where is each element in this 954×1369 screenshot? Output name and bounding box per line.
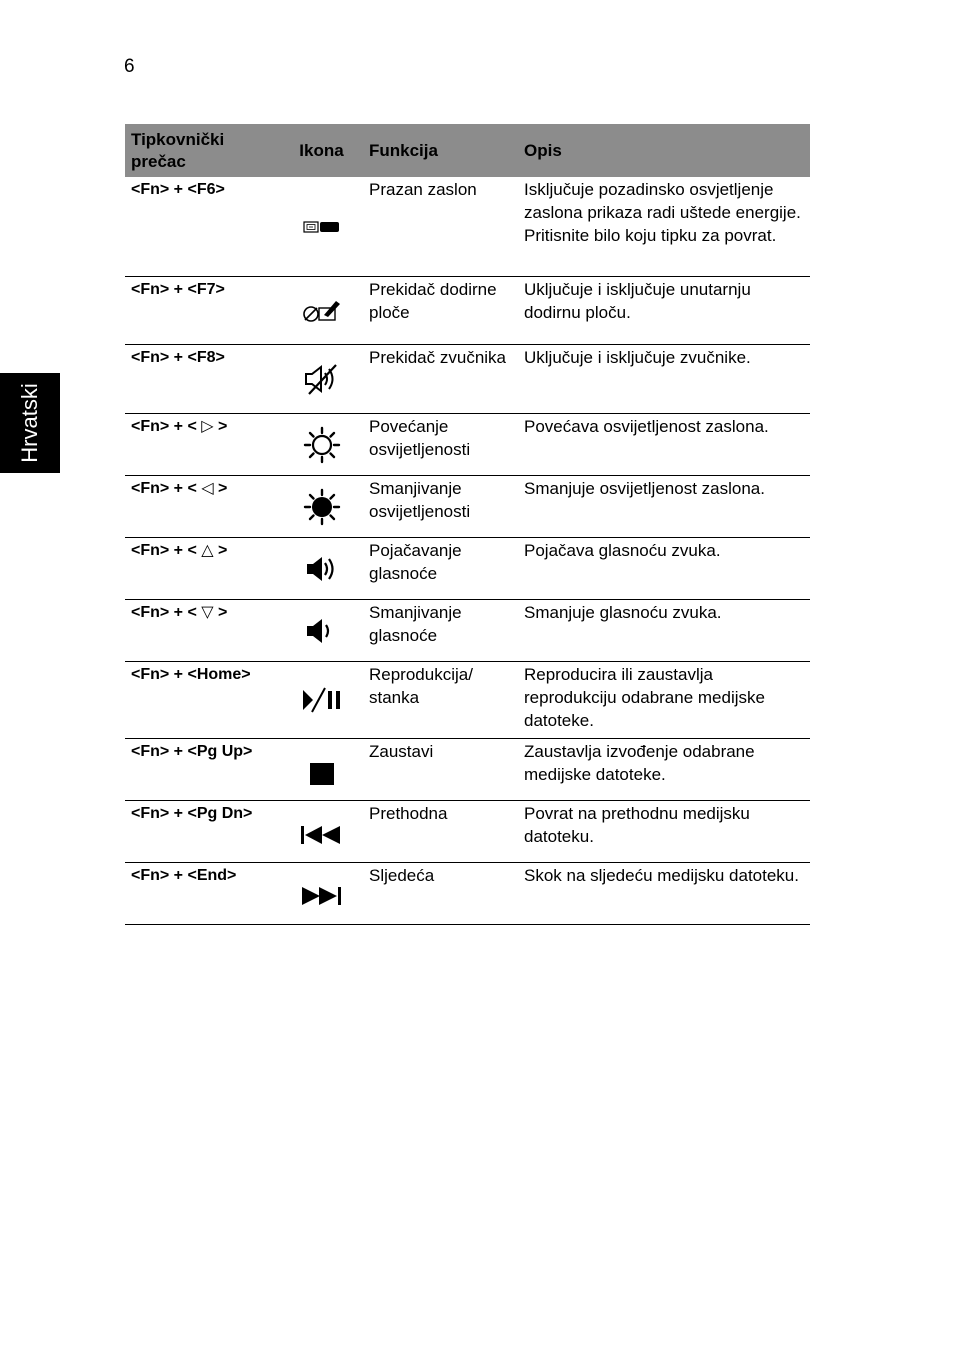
row-description: Povrat na prethodnu medijsku datoteku. bbox=[518, 801, 810, 863]
row-key: <Fn> + <End> bbox=[125, 863, 280, 925]
shortcut-table bbox=[125, 124, 810, 925]
language-side-tab bbox=[0, 373, 60, 473]
speaker-mute-icon bbox=[303, 363, 341, 395]
table-row bbox=[125, 177, 810, 277]
table-row bbox=[125, 414, 810, 476]
row-description: Smanjuje osvijetljenost zaslona. bbox=[518, 476, 810, 538]
previous-track-icon bbox=[300, 824, 344, 846]
row-description: Povećava osvijetljenost zaslona. bbox=[518, 414, 810, 476]
row-description: Pojačava glasnoću zvuka. bbox=[518, 538, 810, 600]
table-header-row bbox=[125, 124, 810, 177]
row-key: <Fn> + <F6> bbox=[125, 177, 280, 277]
row-key: <Fn> + < ▷ > bbox=[125, 414, 280, 476]
row-function: Povećanje osvijetljenosti bbox=[363, 414, 518, 476]
stop-icon bbox=[309, 763, 335, 787]
page-number: 6 bbox=[124, 56, 135, 77]
row-function: Prekidač dodirne ploče bbox=[363, 277, 518, 345]
row-description: Uključuje i isključuje unutarnju dodirnu ploču. bbox=[518, 277, 810, 345]
header-function: Funkcija bbox=[363, 124, 518, 177]
row-function: Smanjivanje osvijetljenosti bbox=[363, 476, 518, 538]
row-function: Prekidač zvučnika bbox=[363, 345, 518, 414]
header-shortcut: Tipkovnički prečac bbox=[125, 124, 280, 177]
table-row bbox=[125, 863, 810, 925]
brightness-up-icon bbox=[303, 426, 341, 464]
table-row bbox=[125, 801, 810, 863]
header-description: Opis bbox=[518, 124, 810, 177]
table-row bbox=[125, 600, 810, 662]
table-row bbox=[125, 476, 810, 538]
table-row bbox=[125, 345, 810, 414]
volume-down-icon bbox=[305, 615, 339, 647]
row-key: <Fn> + <F7> bbox=[125, 277, 280, 345]
row-key: <Fn> + <Home> bbox=[125, 662, 280, 739]
row-function: Pojačavanje glasnoće bbox=[363, 538, 518, 600]
row-function: Reprodukcija/ stanka bbox=[363, 662, 518, 739]
table-row bbox=[125, 739, 810, 801]
row-key: <Fn> + < △ > bbox=[125, 538, 280, 600]
side-tab-label: Hrvatski bbox=[17, 383, 42, 463]
row-description: Reproducira ili zaustavlja reprodukciju odabrane medijske datoteke. bbox=[518, 662, 810, 739]
row-description: Smanjuje glasnoću zvuka. bbox=[518, 600, 810, 662]
brightness-down-icon bbox=[303, 488, 341, 526]
row-key: <Fn> + < ▽ > bbox=[125, 600, 280, 662]
row-key: <Fn> + <Pg Up> bbox=[125, 739, 280, 801]
display-off-icon bbox=[303, 219, 341, 235]
row-function: Sljedeća bbox=[363, 863, 518, 925]
row-function: Prazan zaslon bbox=[363, 177, 518, 277]
row-function: Prethodna bbox=[363, 801, 518, 863]
volume-up-icon bbox=[305, 553, 339, 585]
row-description: Isključuje pozadinsko osvjetljenje zaslona prikaza radi uštede energije. Pritisnite bilo koju tipku za povrat. bbox=[518, 177, 810, 277]
table-row bbox=[125, 277, 810, 345]
next-track-icon bbox=[300, 885, 344, 907]
row-key: <Fn> + <F8> bbox=[125, 345, 280, 414]
row-key: <Fn> + < ◁ > bbox=[125, 476, 280, 538]
row-key: <Fn> + <Pg Dn> bbox=[125, 801, 280, 863]
header-icon: Ikona bbox=[280, 124, 363, 177]
row-description: Zaustavlja izvođenje odabrane medijske datoteke. bbox=[518, 739, 810, 801]
row-function: Zaustavi bbox=[363, 739, 518, 801]
row-description: Skok na sljedeću medijsku datoteku. bbox=[518, 863, 810, 925]
row-description: Uključuje i isključuje zvučnike. bbox=[518, 345, 810, 414]
touchpad-toggle-icon bbox=[302, 298, 342, 324]
table-row bbox=[125, 662, 810, 739]
play-pause-icon bbox=[301, 686, 343, 714]
row-function: Smanjivanje glasnoće bbox=[363, 600, 518, 662]
table-row bbox=[125, 538, 810, 600]
